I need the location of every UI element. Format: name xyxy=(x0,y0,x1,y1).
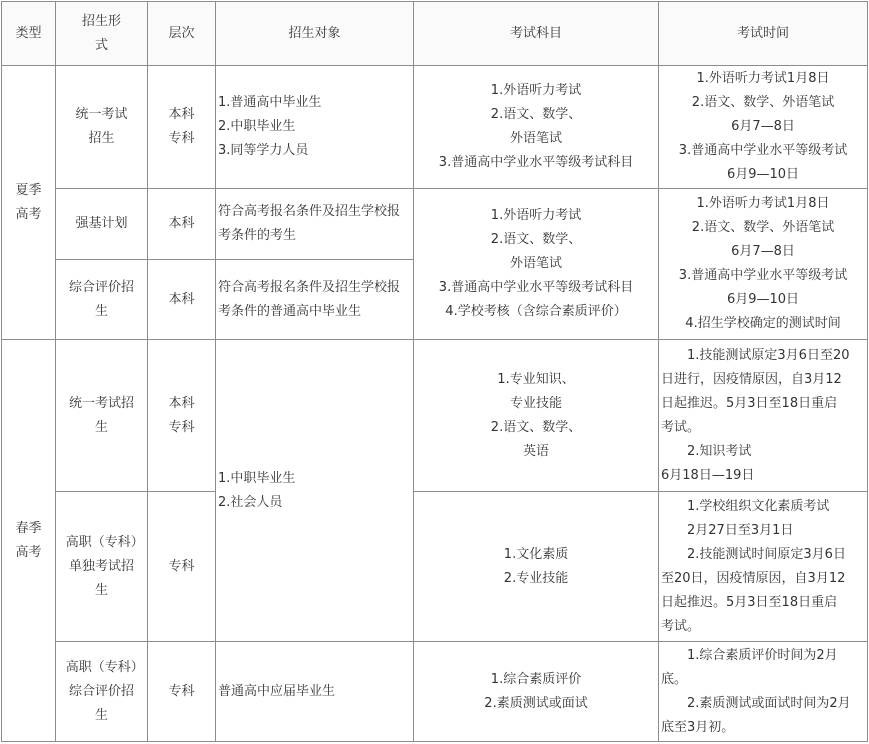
target-cell: 符合高考报名条件及招生学校报考条件的考生 xyxy=(216,189,414,260)
table-row xyxy=(2,642,868,742)
subjects-cell: 1.外语听力考试 2.语文、数学、 外语笔试 3.普通高中学业水平等级考试科目 xyxy=(414,66,659,189)
subjects-cell: 1.文化素质 2.专业技能 xyxy=(414,492,659,642)
header-time: 考试时间 xyxy=(659,2,868,66)
time-cell: 1.外语听力考试1月8日 2.语文、数学、外语笔试 6月7—8日 3.普通高中学业水平等级考试 6月9—10日 xyxy=(659,66,868,189)
target-cell: 1.中职毕业生 2.社会人员 xyxy=(216,340,414,642)
subjects-cell: 1.外语听力考试 2.语文、数学、 外语笔试 3.普通高中学业水平等级考试科目 4.学校考核（含综合素质评价） xyxy=(414,189,659,340)
form-cell: 强基计划 xyxy=(56,189,148,260)
form-cell: 统一考试招生 xyxy=(56,66,148,189)
time-cell: 1.综合素质评价时间为2月 底。 2.素质测试或面试时间为2月 底至3月初。 xyxy=(659,642,868,742)
level-cell: 专科 xyxy=(148,492,216,642)
form-cell: 统一考试招生 xyxy=(56,340,148,492)
time-cell: 1.学校组织文化素质考试 2月27日至3月1日 2.技能测试时间原定3月6日 至20日，因疫情原因，自3月12 日起推迟。5月3日至18日重启 考试。 xyxy=(659,492,868,642)
table-row xyxy=(2,340,868,492)
type-spring: 春季高考 xyxy=(2,340,56,742)
header-row xyxy=(2,2,868,66)
header-type: 类型 xyxy=(2,2,56,66)
target-cell: 普通高中应届毕业生 xyxy=(216,642,414,742)
table-row xyxy=(2,66,868,189)
time-cell: 1.技能测试原定3月6日至20 日进行，因疫情原因，自3月12 日起推迟。5月3日至18日重启 考试。 2.知识考试 6月18日—19日 xyxy=(659,340,868,492)
type-summer: 夏季高考 xyxy=(2,66,56,340)
admission-table xyxy=(1,1,868,742)
target-cell: 1.普通高中毕业生 2.中职毕业生 3.同等学力人员 xyxy=(216,66,414,189)
table-row xyxy=(2,492,868,642)
level-cell: 本科 xyxy=(148,260,216,340)
form-cell: 高职（专科）单独考试招生 xyxy=(56,492,148,642)
level-cell: 本科 xyxy=(148,189,216,260)
level-cell: 本科 专科 xyxy=(148,66,216,189)
header-target: 招生对象 xyxy=(216,2,414,66)
time-cell: 1.外语听力考试1月8日 2.语文、数学、外语笔试 6月7—8日 3.普通高中学业水平等级考试 6月9—10日 4.招生学校确定的测试时间 xyxy=(659,189,868,340)
header-level: 层次 xyxy=(148,2,216,66)
level-cell: 专科 xyxy=(148,642,216,742)
form-cell: 综合评价招生 xyxy=(56,260,148,340)
table-row xyxy=(2,189,868,260)
header-subjects: 考试科目 xyxy=(414,2,659,66)
form-cell: 高职（专科）综合评价招生 xyxy=(56,642,148,742)
subjects-cell: 1.综合素质评价 2.素质测试或面试 xyxy=(414,642,659,742)
target-cell: 符合高考报名条件及招生学校报考条件的普通高中毕业生 xyxy=(216,260,414,340)
subjects-cell: 1.专业知识、 专业技能 2.语文、数学、 英语 xyxy=(414,340,659,492)
header-form: 招生形式 xyxy=(56,2,148,66)
level-cell: 本科 专科 xyxy=(148,340,216,492)
